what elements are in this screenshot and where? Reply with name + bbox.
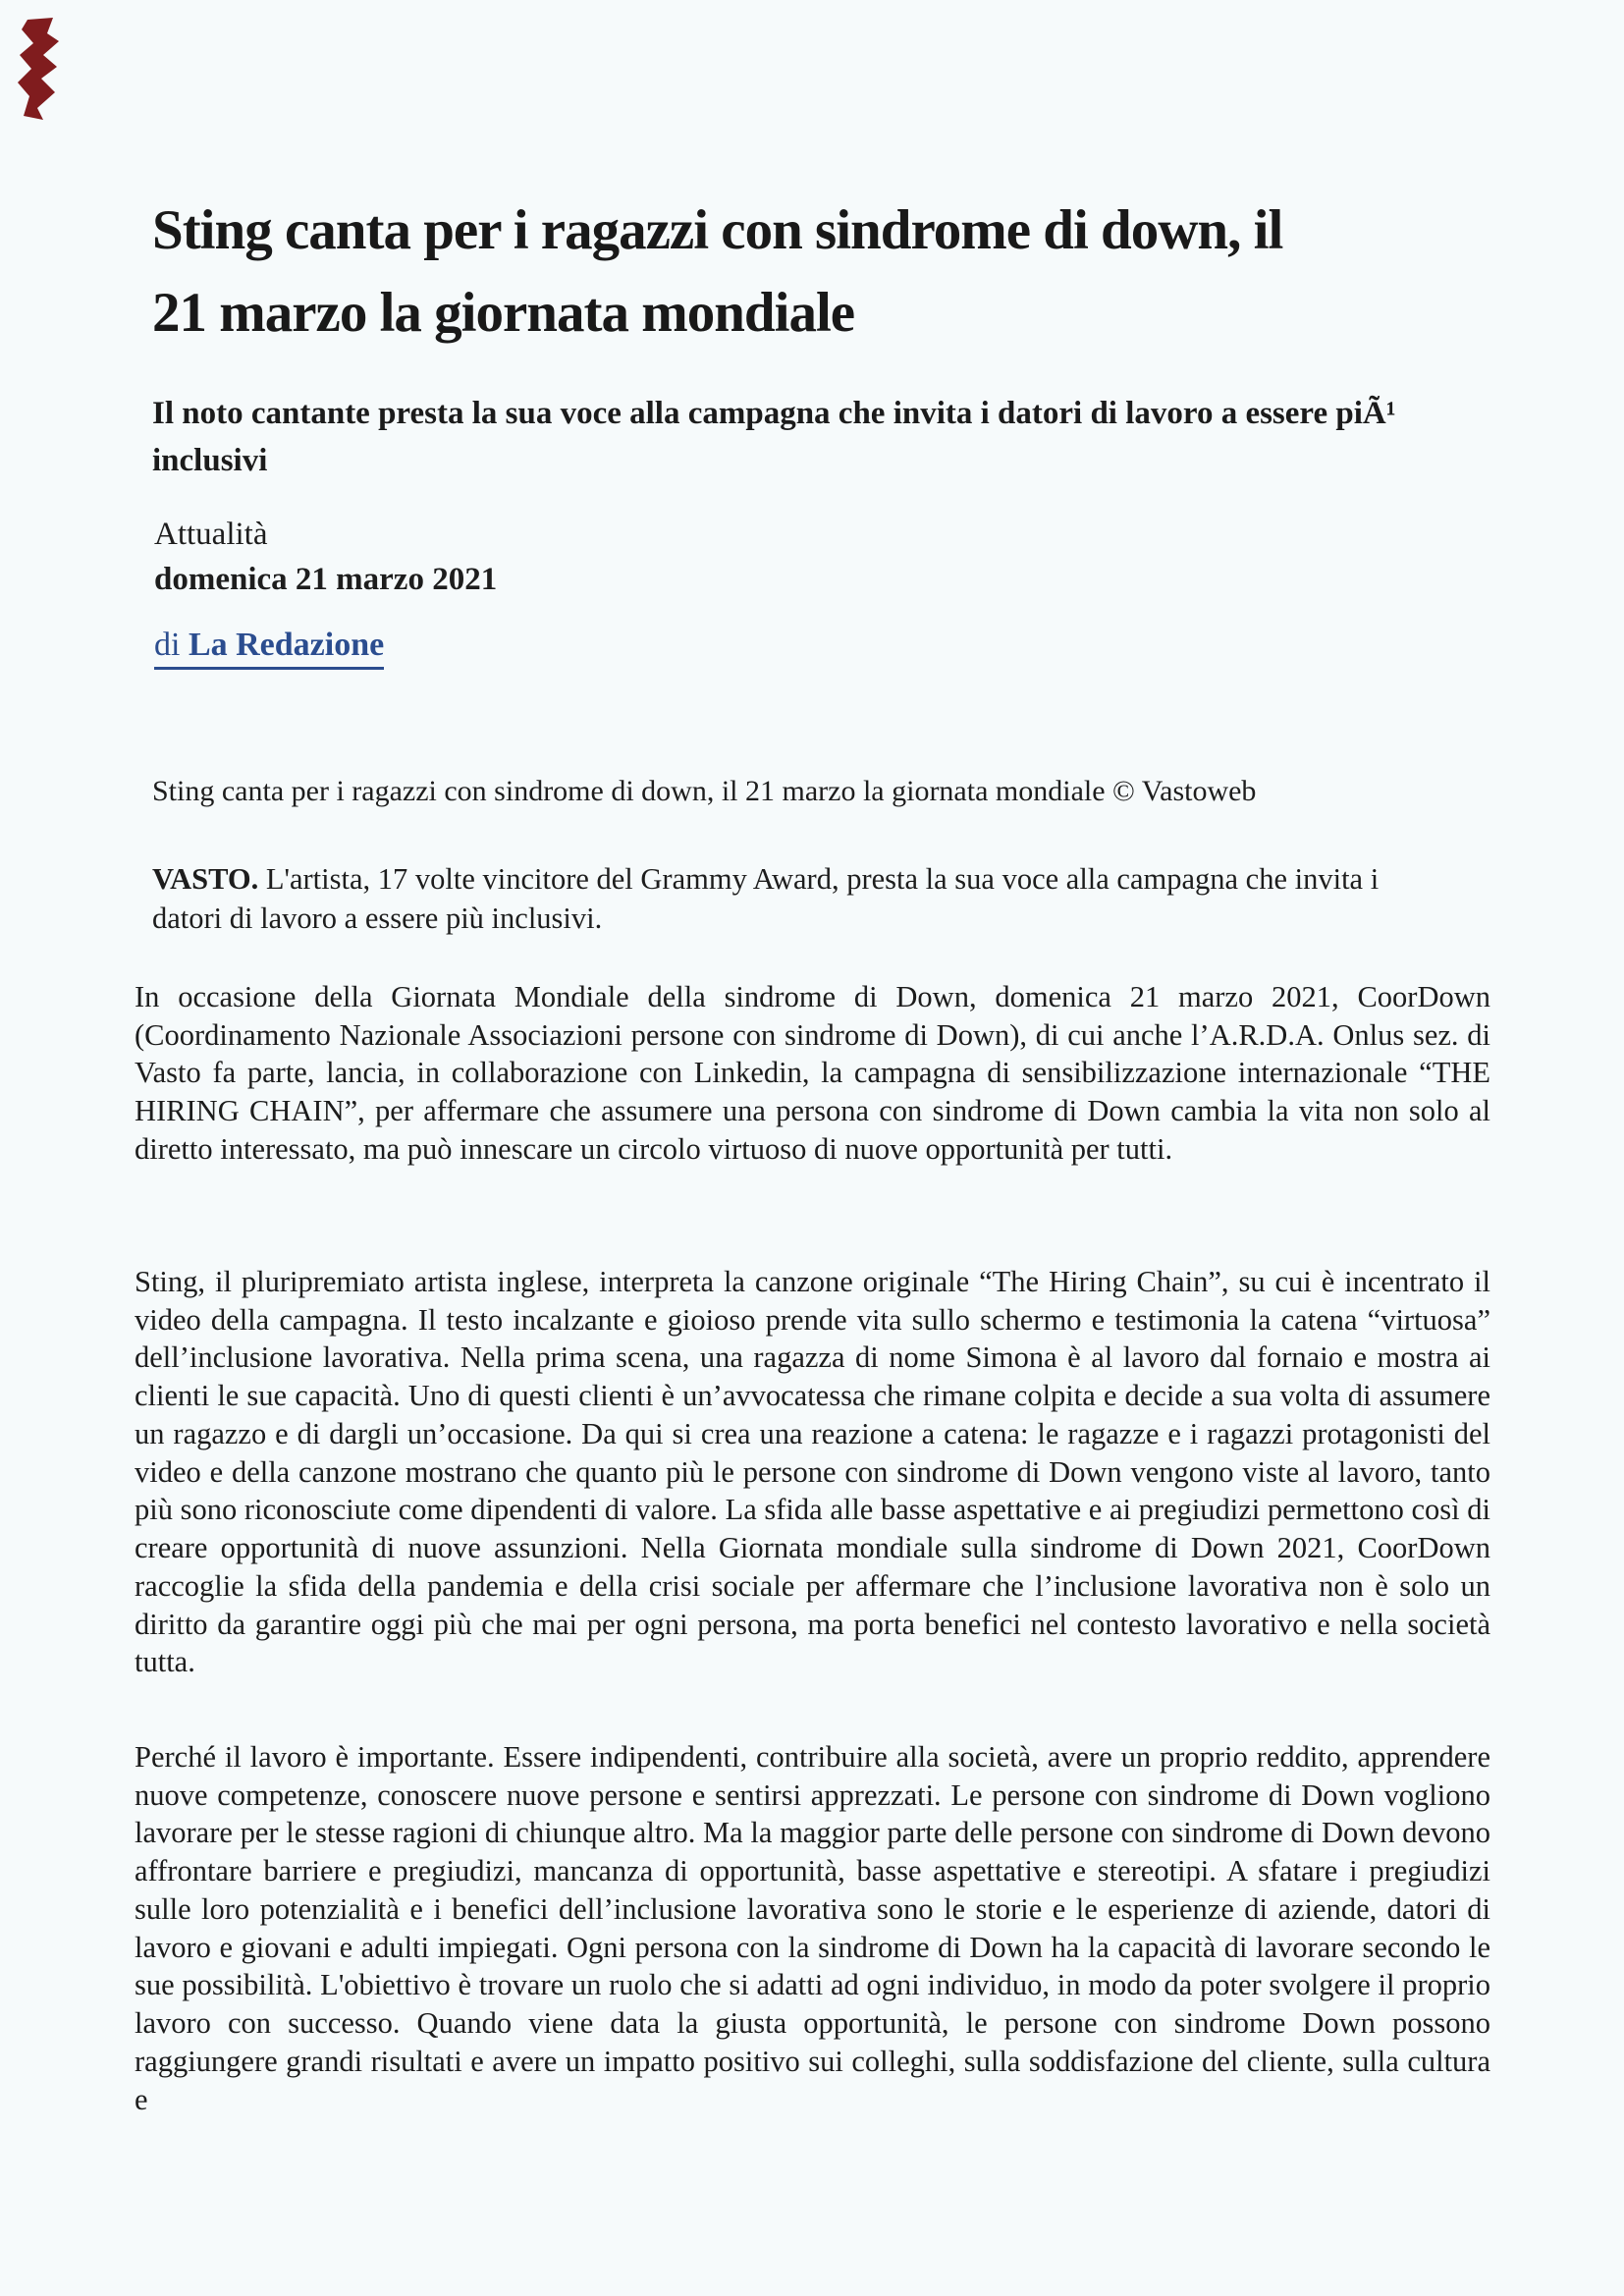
byline-author: La Redazione <box>188 627 385 663</box>
body-paragraph-2: Sting, il pluripremiato artista inglese, interpreta la canzone originale “The Hiring Chain”, su cui è incentrato il video della campagna. Il testo incalzante e gioioso prende vita sullo schermo e testimonia la catena “virtuosa” dell’inclusione lavorativa. Nella prima scena, una ragazza di nome Simona è al lavoro dal fornaio e mostra ai clienti le sue capacità. Uno di questi clienti è un’avvocatessa che rimane colpita e decide a sua volta di assumere un ragazzo e di dargli un’occasione. Da qui si crea una reazione a catena: le ragazze e i ragazzi protagonisti del video e della canzone mostrano che quanto più le persone con sindrome di Down vengono viste al lavoro, tanto più sono riconosciute come dipendenti di valore. La sfida alle basse aspettative e ai pregiudizi permettono così di creare opportunità di nuove assunzioni. Nella Giornata mondiale sulla sindrome di Down 2021, CoorDown raccoglie la sfida della pandemia e della crisi sociale per affermare che l’inclusione lavorativa non è solo un diritto da garantire oggi più che mai per ogni persona, ma porta benefici nel contesto lavorativo e nella società tutta. <box>135 1265 1490 1679</box>
article-date: domenica 21 marzo 2021 <box>154 562 498 597</box>
lead-text: L'artista, 17 volte vincitore del Grammy Award, presta la sua voce alla campagna che invita i datori di lavoro a essere più inclusivi. <box>152 862 1380 935</box>
article-category: Attualità <box>154 517 268 552</box>
byline-link[interactable] <box>154 627 384 670</box>
lead-location: VASTO. <box>152 862 259 896</box>
body-paragraph-3: Perché il lavoro è importante. Essere indipendenti, contribuire alla società, avere un proprio reddito, apprendere nuove competenze, conoscere nuove persone e sentirsi apprezzati. Le persone con sindrome di Down vogliono lavorare per le stesse ragioni di chiunque altro. Ma la maggior parte delle persone con sindrome di Down devono affrontare barriere e pregiudizi, mancanza di opportunità, basse aspettative e stereotipi. A sfatare i pregiudizi sulle loro potenzialità e i benefici dell’inclusione lavorativa sono le storie e le esperienze di aziende, datori di lavoro e giovani e adulti impiegati. Ogni persona con la sindrome di Down ha la capacità di lavorare secondo le sue possibilità. L'obiettivo è trovare un ruolo che si adatti ad ogni individuo, in modo da poter svolgere il proprio lavoro con successo. Quando viene data la giusta opportunità, le persone con sindrome Down possono raggiungere grandi risultati e avere un impatto positivo sui colleghi, sulla soddisfazione del cliente, sulla cultura e <box>135 1740 1490 2116</box>
byline-prefix: di <box>154 627 189 663</box>
article-title: Sting canta per i ragazzi con sindrome di down, il 21 marzo la giornata mondiale <box>152 199 1283 345</box>
body-paragraph-1: In occasione della Giornata Mondiale della sindrome di Down, domenica 21 marzo 2021, CoorDown (Coordinamento Nazionale Associazioni persone con sindrome di Down), di cui anche l’A.R.D.A. Onlus sez. di Vasto fa parte, lancia, in collaborazione con Linkedin, la campagna di sensibilizzazione internazionale “THE HIRING CHAIN”, per affermare che assumere una persona con sindrome di Down cambia la vita non solo al diretto interessato, ma può innescare un circolo virtuoso di nuove opportunità per tutti. <box>135 980 1490 1166</box>
article-subtitle: Il noto cantante presta la sua voce alla campagna che invita i datori di lavoro a essere piÃ¹ inclusivi <box>152 396 1396 478</box>
photo-caption: Sting canta per i ragazzi con sindrome di down, il 21 marzo la giornata mondiale © Vastoweb <box>152 775 1257 807</box>
scan-stain-artifact <box>14 18 69 120</box>
lead-paragraph <box>152 860 1448 938</box>
